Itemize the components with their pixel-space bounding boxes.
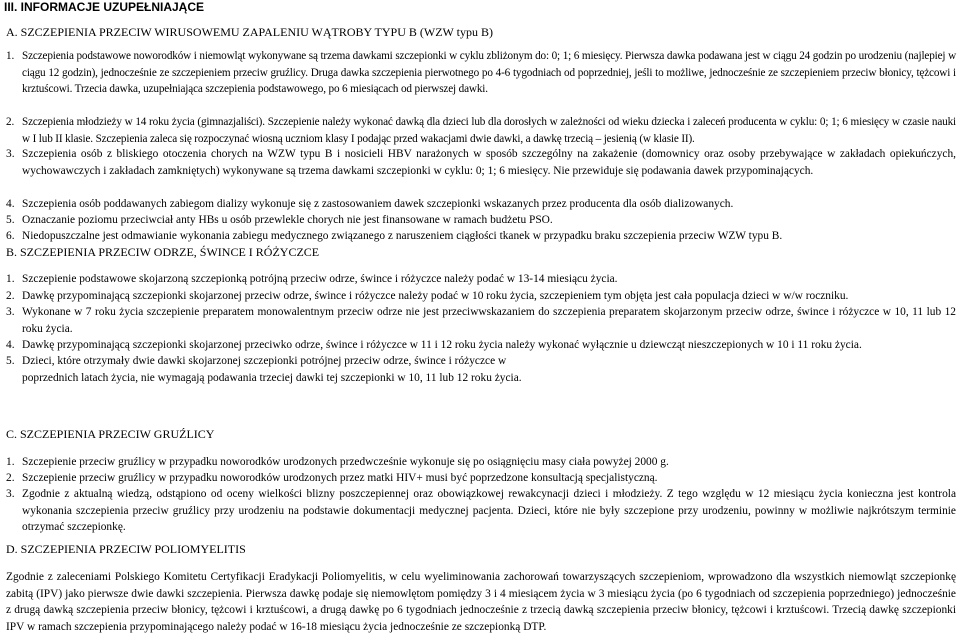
list-item (6, 353, 956, 386)
item-number: 4. (6, 339, 15, 351)
item-text: Szczepienie przeciw gruźlicy w przypadku noworodków urodzonych przedwcześnie wykonuje się po osiągnięciu masy ciała powyżej 2000 g. (22, 456, 669, 468)
item-text: Zgodnie z aktualną wiedzą, odstąpiono od oceny wielkości blizny poszczepiennej oraz obowiązkowej rewakcynacji dzieci i młodzieży. Z tego względu w 12 miesiącu życia konieczna jest kontrola wykonania szczepienia przeciw gruźlicy przy urodzeniu na podstawie dokumentacji medycznej pacjenta. Dzieci, które nie były szczepione przy urodzeniu, powinny w możliwie najkrótszym terminie otrzymać szczepionkę. (22, 488, 956, 533)
item-number: 1. (6, 456, 15, 468)
item-number: 1. (6, 273, 15, 285)
item-text: Niedopuszczalne jest odmawianie wykonania zabiegu medycznego związanego z naruszeniem ciągłości tkanek w przypadku braku szczepienia przeciw WZW typu B. (22, 230, 783, 242)
item-number: 1. (6, 50, 15, 62)
list-item (6, 337, 956, 354)
list-item (6, 196, 956, 213)
item-number: 4. (6, 198, 15, 210)
section-a-title: A. SZCZEPIENIA PRZECIW WIRUSOWEMU ZAPALENIU WĄTROBY TYPU B (WZW typu B) (6, 25, 493, 39)
list-item (6, 146, 956, 179)
item-text: Dzieci, które otrzymały dwie dawki skojarzonej szczepionki potrójnej przeciw odrze, śwince i różyczce w (22, 355, 507, 367)
item-text: Szczepienia osób z bliskiego otoczenia chorych na WZW typu B i nosicieli HBV narażonych w sposób szczególny na zakażenie (domownicy oraz osoby przebywające w zakładach opiekuńczych, wychowawczych i zakładach zamkniętych) wykonywane są trzema dawkami szczepionki w cyklu: 0; 1; 6 miesięcy. Nie przewiduje się podawania dawek przypominających. (22, 148, 956, 177)
item-number: 3. (6, 148, 15, 160)
item-text: Szczepienie przeciw gruźlicy w przypadku noworodków urodzonych przez matki HIV+ musi być poprzedzone konsultacją specjalistyczną. (22, 472, 658, 484)
item-text: Wykonane w 7 roku życia szczepienie preparatem monowalentnym przeciw odrze nie jest przeciwwskazaniem do szczepienia preparatem skojarzonym przeciw odrze, śwince i różyczce w 10, 11 lub 12 roku życia. (22, 306, 956, 335)
section-d-title: D. SZCZEPIENIA PRZECIW POLIOMYELITIS (6, 542, 246, 556)
item-number: 3. (6, 306, 15, 318)
item-text-continuation: poprzednich latach życia, nie wymagają podawania trzeciej dawki tej szczepionki w 10, 11 lub 12 roku życia. (22, 371, 522, 384)
section-heading: III. INFORMACJE UZUPEŁNIAJĄCE (4, 0, 205, 14)
item-text: Dawkę przypominającą szczepionki skojarzonej przeciw odrze, śwince i różyczce należy podać w 10 roku życia, szczepieniem tym objęta jest cała populacja dzieci w w/w roczniku. (22, 290, 849, 302)
item-text: Dawkę przypominającą szczepionki skojarzonej przeciwko odrze, śwince i różyczce w 11 i 12 roku życia należy wykonać wyłącznie u dziewcząt nieszczepionych w 10 i 11 roku życia. (22, 339, 862, 351)
list-item (6, 470, 956, 487)
paragraph-text: Zgodnie z zaleceniami Polskiego Komitetu Certyfikacji Eradykacji Poliomyelitis, w celu wyeliminowania zachorowań towarzyszących szczepieniom, wprowadzono dla wszystkich niemowląt szczepionkę zabitą (IPV) jako pierwsze dwie dawki szczepienia. Pierwsza dawkę podaje się niemowlętom pomiędzy 3 i 4 miesiącem życia w 3 miesiącu życia (po 6 tygodniach od szczepienia poprzedniego) jednocześnie z drugą dawką szczepienia przeciw błonicy, tężcowi i krztuścowi, a drugą dawkę po 6 tygodniach jednocześnie z trzecią dawką szczepienia przeciw błonicy, tężcowi i krztuścowi. Trzecią dawkę szczepionki IPV w ramach szczepienia przypominającego należy podać w 16-18 miesiącu życia jednocześnie ze szczepionką DTP. (6, 571, 956, 633)
list-item (6, 228, 956, 245)
paragraph (6, 569, 956, 635)
list-item (6, 271, 956, 288)
section-b-title: B. SZCZEPIENIA PRZECIW ODRZE, ŚWINCE I RÓŻYCZCE (6, 245, 320, 259)
item-number: 2. (6, 116, 15, 128)
list-item (6, 304, 956, 337)
list-item (6, 114, 956, 147)
item-number: 2. (6, 472, 15, 484)
item-number: 2. (6, 290, 15, 302)
item-text: Szczepienie podstawowe skojarzoną szczepionką potrójną przeciw odrze, śwince i różyczce należy podać w 13-14 miesiącu życia. (22, 273, 618, 285)
list-item (6, 48, 956, 98)
item-text: Szczepienia osób poddawanych zabiegom dializy wykonuje się z zastosowaniem dawek szczepionki wskazanych przez producenta dla osób dializowanych. (22, 198, 734, 210)
item-text: Szczepienia młodzieży w 14 roku życia (gimnazjaliści). Szczepienie należy wykonać dawką dla dzieci lub dla dorosłych w zależności od wieku dziecka i zaleceń producenta w cyklu: 0; 1; 6 miesięcy w czasie nauki w I lub II klasie. Szczepienia zaleca się rozpoczynać wiosną uczniom klasy I podając przed wakacjami dwie dawki, a dawkę trzecią – jesienią (w klasie II). (22, 116, 956, 145)
list-item (6, 454, 956, 471)
item-number: 5. (6, 355, 15, 367)
list-item (6, 212, 956, 229)
list-item (6, 288, 956, 305)
section-c-title: C. SZCZEPIENIA PRZECIW GRUŹLICY (6, 427, 215, 441)
item-text: Szczepienia podstawowe noworodków i niemowląt wykonywane są trzema dawkami szczepionki w cyklu zbliżonym do: 0; 1; 6 miesięcy. Pierwsza dawka podawana jest w ciągu 24 godzin po urodzeniu (najlepiej w ciągu 12 godzin), jednocześnie ze szczepieniem przeciw gruźlicy. Druga dawka szczepienia pierwotnego po 4-6 tygodniach od poprzedniej, jeśli to możliwe, jednocześnie ze szczepieniem przeciw błonicy, tężcowi i krztuścowi. Trzecia dawka, uzupełniająca szczepienia podstawowego, po 6 miesiącach od pierwszej dawki. (22, 50, 956, 95)
item-number: 6. (6, 230, 15, 242)
item-number: 3. (6, 488, 15, 500)
list-item (6, 486, 956, 536)
item-number: 5. (6, 214, 15, 226)
item-text: Oznaczanie poziomu przeciwciał anty HBs u osób przewlekle chorych nie jest finansowane w ramach budżetu PSO. (22, 214, 553, 226)
